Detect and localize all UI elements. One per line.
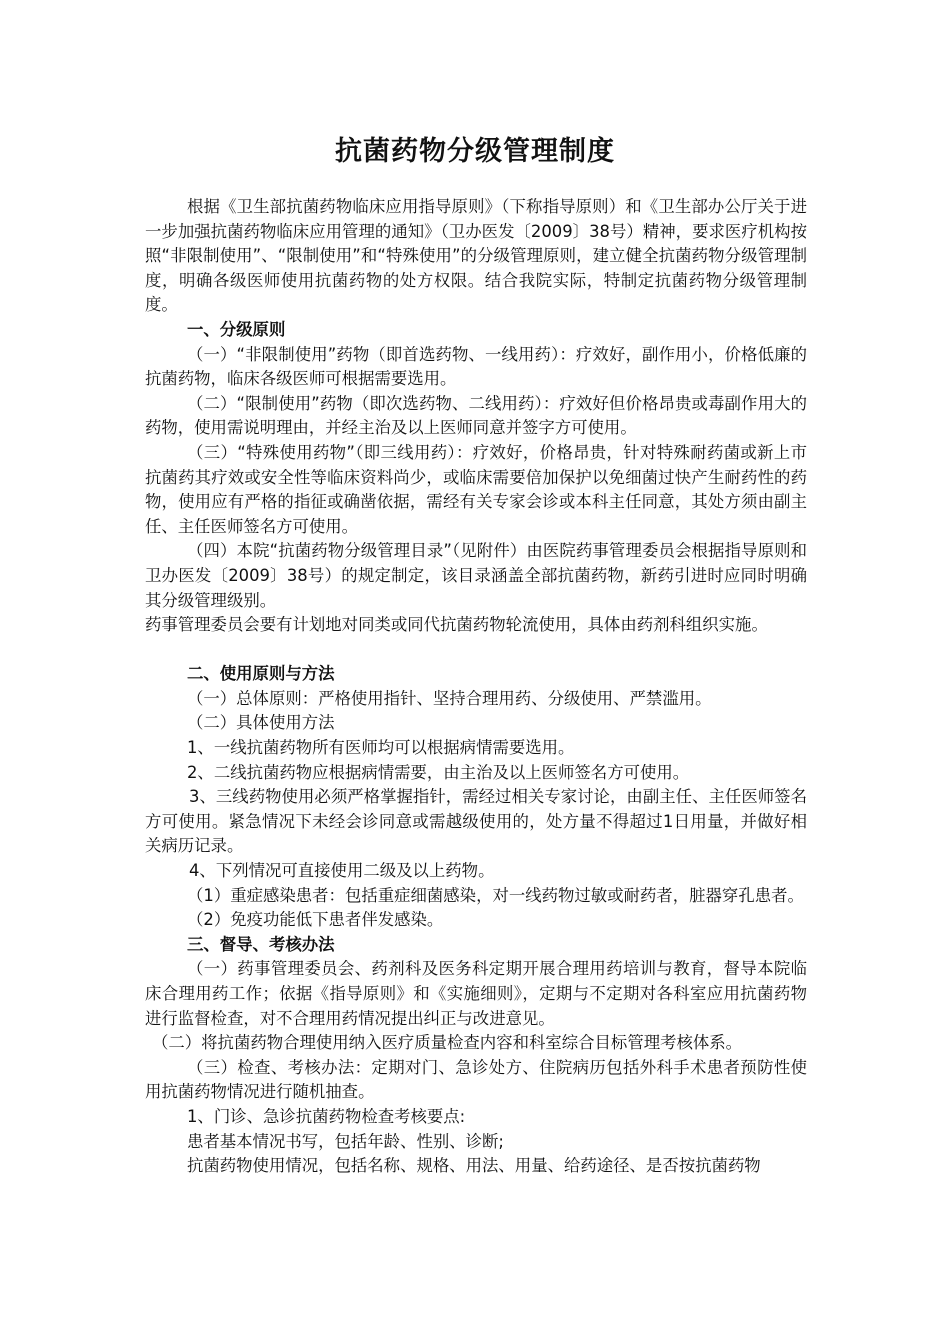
- document-body: [145, 195, 807, 1179]
- section-heading-2: 二、使用原则与方法: [187, 664, 335, 684]
- blank-line: [145, 638, 807, 663]
- paragraph: 抗菌药物使用情况，包括名称、规格、用法、用量、给药途径、是否按抗菌药物: [187, 1156, 761, 1176]
- paragraph: （一）总体原则：严格使用指针、坚持合理用药、分级使用、严禁滥用。: [187, 688, 712, 708]
- section-heading-3: 三、督导、考核办法: [187, 934, 335, 954]
- paragraph: （四）本院“抗菌药物分级管理目录”（见附件）由医院药事管理委员会根据指导原则和卫办医发〔2009〕38号）的规定制定，该目录涵盖全部抗菌药物，新药引进时应同时明确其分级管理级别。: [145, 541, 807, 610]
- paragraph: （一）药事管理委员会、药剂科及医务科定期开展合理用药培训与教育，督导本院临床合理用药工作；依据《指导原则》和《实施细则》，定期与不定期对各科室应用抗菌药物进行监督检查，对不合理用药情况提出纠正与改进意见。: [145, 959, 807, 1028]
- list-item: 2、二线抗菌药物应根据病情需要，由主治及以上医师签名方可使用。: [187, 762, 690, 782]
- list-item: 4、下列情况可直接使用二级及以上药物。: [189, 861, 495, 881]
- paragraph: （二）具体使用方法: [187, 713, 335, 733]
- section-heading-1: 一、分级原则: [187, 319, 286, 339]
- list-item: 3、三线药物使用必须严格掌握指针，需经过相关专家讨论，由副主任、主任医师签名方可使用。紧急情况下未经会诊同意或需越级使用的，处方量不得超过1日用量，并做好相关病历记录。: [145, 787, 807, 856]
- paragraph: （一）“非限制使用”药物（即首选药物、一线用药）：疗效好，副作用小，价格低廉的抗菌药物，临床各级医师可根据需要选用。: [145, 344, 807, 389]
- list-item: 1、门诊、急诊抗菌药物检查考核要点:: [187, 1106, 466, 1126]
- list-item: （2）免疫功能低下患者伴发感染。: [187, 910, 444, 930]
- list-item: 1、一线抗菌药物所有医师均可以根据病情需要选用。: [187, 738, 575, 758]
- paragraph: （三）检查、考核办法：定期对门、急诊处方、住院病历包括外科手术患者预防性使用抗菌药物情况进行随机抽查。: [145, 1057, 807, 1102]
- paragraph: （二）“限制使用”药物（即次选药物、二线用药）：疗效好但价格昂贵或毒副作用大的药物，使用需说明理由，并经主治及以上医师同意并签字方可使用。: [145, 393, 807, 438]
- list-item: （1）重症感染患者：包括重症细菌感染，对一线药物过敏或耐药者，脏器穿孔患者。: [187, 885, 804, 905]
- paragraph: （二）将抗菌药物合理使用纳入医疗质量检查内容和科室综合目标管理考核体系。: [152, 1033, 743, 1053]
- intro-paragraph: 根据《卫生部抗菌药物临床应用指导原则》（下称指导原则）和《卫生部办公厅关于进一步加强抗菌药物临床应用管理的通知》（卫办医发〔2009〕38号）精神，要求医疗机构按照“非限制使用”、“限制使用”和“特殊使用”的分级管理原则，建立健全抗菌药物分级管理制度，明确各级医师使用抗菌药物的处方权限。结合我院实际，特制定抗菌药物分级管理制度。: [145, 197, 807, 315]
- paragraph: 患者基本情况书写，包括年龄、性别、诊断;: [187, 1131, 504, 1151]
- paragraph: 药事管理委员会要有计划地对同类或同代抗菌药物轮流使用，具体由药剂科组织实施。: [145, 615, 768, 635]
- document-title: 抗菌药物分级管理制度: [335, 136, 615, 167]
- paragraph: （三）“特殊使用药物”（即三线用药）：疗效好，价格昂贵，针对特殊耐药菌或新上市抗菌药其疗效或安全性等临床资料尚少，或临床需要倍加保护以免细菌过快产生耐药性的药物，使用应有严格的指征或确凿依据，需经有关专家会诊或本科主任同意，其处方须由副主任、主任医师签名方可使用。: [145, 442, 807, 536]
